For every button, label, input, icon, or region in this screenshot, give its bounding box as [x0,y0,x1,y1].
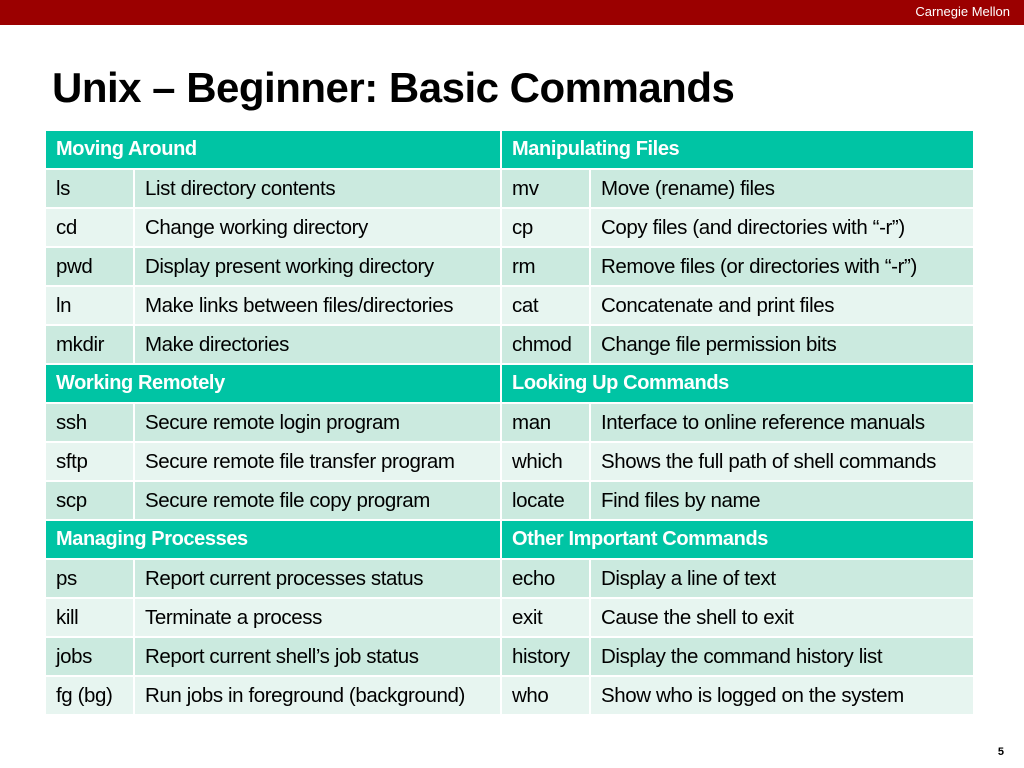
table-row [45,325,974,364]
description-cell: Change file permission bits [590,325,974,364]
section-header-row [45,364,974,403]
command-cell: jobs [45,637,134,676]
description-cell: Display present working directory [134,247,501,286]
description-cell: Terminate a process [134,598,501,637]
commands-table [44,129,975,716]
command-cell: ln [45,286,134,325]
description-cell: Make links between files/directories [134,286,501,325]
command-cell: kill [45,598,134,637]
description-cell: Interface to online reference manuals [590,403,974,442]
table-row [45,442,974,481]
table-row [45,247,974,286]
top-bar [0,0,1024,25]
description-cell: Show who is logged on the system [590,676,974,715]
command-cell: which [501,442,590,481]
table-row [45,559,974,598]
page-number: 5 [997,746,1004,758]
description-cell: Remove files (or directories with “-r”) [590,247,974,286]
table-row [45,676,974,715]
command-cell: mv [501,169,590,208]
section-title: Manipulating Files [501,130,974,169]
command-cell: cat [501,286,590,325]
section-title: Working Remotely [45,364,501,403]
command-cell: mkdir [45,325,134,364]
table-row [45,637,974,676]
table-row [45,208,974,247]
table-row [45,598,974,637]
description-cell: Move (rename) files [590,169,974,208]
command-cell: ls [45,169,134,208]
command-cell: exit [501,598,590,637]
section-header-row [45,520,974,559]
description-cell: Secure remote login program [134,403,501,442]
description-cell: Find files by name [590,481,974,520]
description-cell: Secure remote file transfer program [134,442,501,481]
table-row [45,481,974,520]
command-cell: history [501,637,590,676]
org-label: Carnegie Mellon [915,4,1010,19]
description-cell: Secure remote file copy program [134,481,501,520]
command-cell: who [501,676,590,715]
command-cell: locate [501,481,590,520]
command-cell: man [501,403,590,442]
section-title: Managing Processes [45,520,501,559]
section-title: Looking Up Commands [501,364,974,403]
table-row [45,286,974,325]
command-cell: cp [501,208,590,247]
table-row [45,169,974,208]
command-cell: rm [501,247,590,286]
description-cell: Concatenate and print files [590,286,974,325]
table-row [45,403,974,442]
command-cell: ps [45,559,134,598]
description-cell: Shows the full path of shell commands [590,442,974,481]
description-cell: Report current processes status [134,559,501,598]
description-cell: Copy files (and directories with “-r”) [590,208,974,247]
command-cell: pwd [45,247,134,286]
command-cell: fg (bg) [45,676,134,715]
command-cell: chmod [501,325,590,364]
description-cell: Report current shell’s job status [134,637,501,676]
description-cell: Change working directory [134,208,501,247]
commands-table-body [45,130,974,715]
command-cell: cd [45,208,134,247]
description-cell: Display the command history list [590,637,974,676]
description-cell: List directory contents [134,169,501,208]
command-cell: sftp [45,442,134,481]
slide-title: Unix – Beginner: Basic Commands [52,64,735,111]
description-cell: Display a line of text [590,559,974,598]
command-cell: ssh [45,403,134,442]
command-cell: scp [45,481,134,520]
description-cell: Cause the shell to exit [590,598,974,637]
description-cell: Run jobs in foreground (background) [134,676,501,715]
description-cell: Make directories [134,325,501,364]
command-cell: echo [501,559,590,598]
section-title: Other Important Commands [501,520,974,559]
section-header-row [45,130,974,169]
section-title: Moving Around [45,130,501,169]
